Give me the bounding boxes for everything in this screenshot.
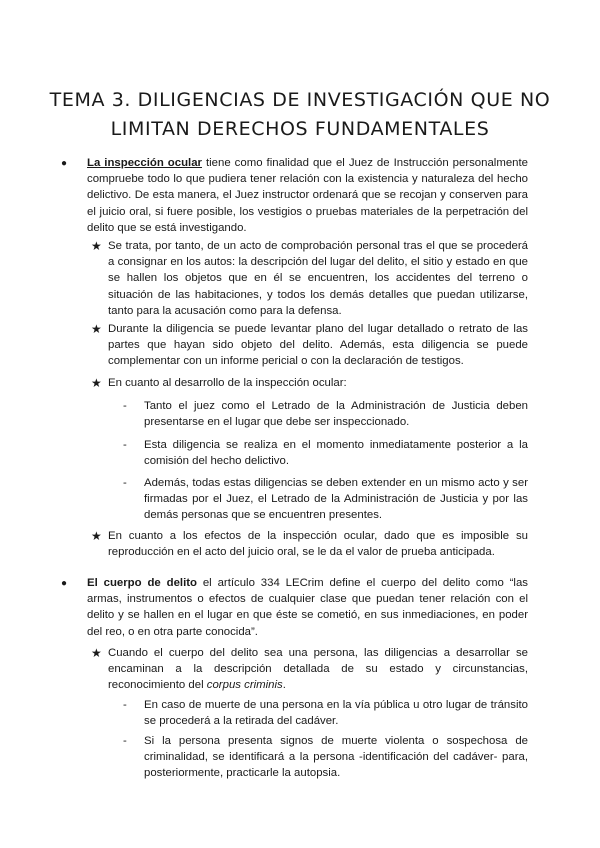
- star-icon: ★: [91, 646, 102, 660]
- dash-icon: -: [123, 477, 127, 489]
- star-item: Durante la diligencia se puede levantar plano del lugar detallado o retrato de las partes que hayan sido objeto del delito. Además, esta diligencia se puede complementar con un informe pericial o con la declaración de testigos.: [108, 323, 528, 368]
- star-item: Se trata, por tanto, de un acto de comprobación personal tras el que se procederá a consignar en los autos: la descripción del lugar del delito, el sitio y estado en que se hallen los objetos que en él se encuentren, los accidentes del terreno o situación de las habitaciones, y todos los demás detalles que puedan utilizarse, tanto para la acusación como para la defensa.: [108, 240, 528, 317]
- dash-icon: -: [123, 439, 127, 451]
- star-item: En cuanto al desarrollo de la inspección ocular:: [108, 377, 347, 389]
- star-italic: corpus criminis: [206, 679, 283, 692]
- paragraph-text: el artículo 334 LECrim define el cuerpo del delito como “las armas, instrumentos o efectos de cualquier clase que puedan tener relación con el delito y se hallen en el lugar en que éste se cometió, en sus inmediaciones, en poder del reo, o en otra parte conocida”.: [87, 577, 528, 638]
- star-icon: ★: [91, 376, 102, 390]
- star-text: Cuando el cuerpo del delito sea una persona, las diligencias a desarrollar se encaminan a la descripción detallada de su estado y circunstancias, reconocimiento del: [108, 647, 528, 692]
- bullet-icon: ●: [61, 578, 68, 589]
- bullet-icon: ●: [61, 158, 68, 169]
- paragraph-cuerpo-delito: [87, 575, 528, 640]
- star-icon: ★: [91, 322, 102, 336]
- paragraph-text: tiene como finalidad que el Juez de Instrucción personalmente compruebe todo lo que pudiera tener relación con la existencia y naturaleza del hecho delictivo. De esta manera, el Juez instructor ordenará que se recojan y conserven para el juicio oral, si fuere posible, los vestigios o pruebas materiales de la perpetración del delito que se está investigando.: [87, 157, 528, 234]
- term-cuerpo-delito: El cuerpo de delito: [87, 577, 197, 589]
- dash-item: Además, todas estas diligencias se deben extender en un mismo acto y ser firmadas por el Juez, el Letrado de la Administración de Justicia y por las demás personas que se encuentren presentes.: [144, 477, 528, 522]
- star-icon: ★: [91, 529, 102, 543]
- dash-item: Esta diligencia se realiza en el momento inmediatamente posterior a la comisión del hecho delictivo.: [144, 439, 528, 468]
- term-inspeccion-ocular: La inspección ocular: [87, 157, 202, 169]
- dash-item: Si la persona presenta signos de muerte violenta o sospechosa de criminalidad, se identificará a la persona -identificación del cadáver- para, posteriormente, practicarle la autopsia.: [144, 735, 528, 780]
- paragraph-inspeccion-ocular: [87, 155, 528, 236]
- dash-icon: -: [123, 699, 127, 711]
- star-end: .: [282, 679, 286, 692]
- page-title: TEMA 3. DILIGENCIAS DE INVESTIGACIÓN QUE NO LIMITAN DERECHOS FUNDAMENTALES: [49, 89, 551, 140]
- star-item: En cuanto a los efectos de la inspección ocular, dado que es imposible su reproducción en el acto del juicio oral, se le da el valor de prueba anticipada.: [108, 530, 528, 559]
- dash-icon: -: [123, 735, 127, 747]
- star-item: [108, 645, 528, 694]
- dash-icon: -: [123, 400, 127, 412]
- star-icon: ★: [91, 239, 102, 253]
- dash-item: En caso de muerte de una persona en la vía pública u otro lugar de tránsito se procederá a la retirada del cadáver.: [144, 699, 528, 728]
- dash-item: Tanto el juez como el Letrado de la Administración de Justicia deben presentarse en el lugar que debe ser inspeccionado.: [144, 400, 528, 429]
